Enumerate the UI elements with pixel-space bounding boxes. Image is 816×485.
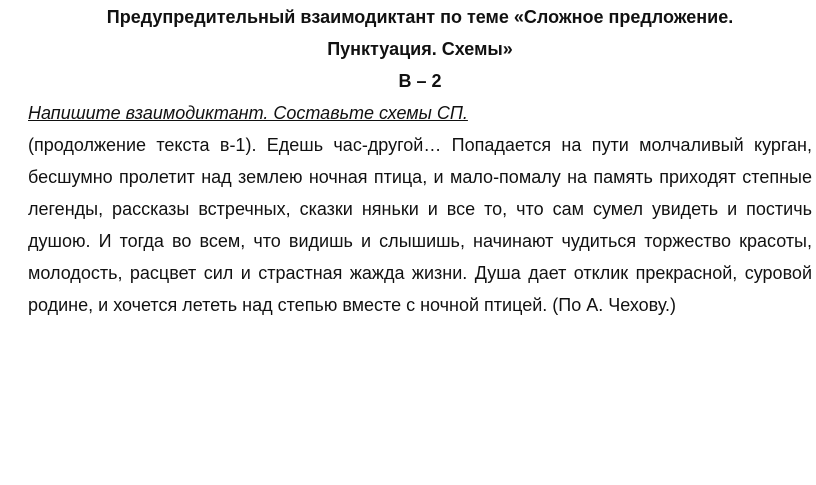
variant-label: В – 2 <box>398 71 442 91</box>
document-title-line-1: Предупредительный взаимодиктант по теме «Сложное предложение. <box>106 7 734 27</box>
task-instruction: Напишите взаимодиктант. Составьте схемы СП. <box>28 103 468 123</box>
document-title-line-2: Пунктуация. Схемы» <box>327 39 513 59</box>
dictation-text: (продолжение текста в-1). Едешь час-другой… Попадается на пути молчаливый курган, бесшумно пролетит над землею ночная птица, и мало-помалу на память приходят степные легенды, рассказы встречных, сказки няньки и все то, что сам сумел увидеть и постичь душою. И тогда во всем, что видишь и слышишь, начинают чудиться торжество красоты, молодость, расцвет сил и страстная жажда жизни. Душа дает отклик прекрасной, суровой родине, и хочется лететь над степью вместе с ночной птицей. (По А. Чехову.) <box>28 135 812 315</box>
